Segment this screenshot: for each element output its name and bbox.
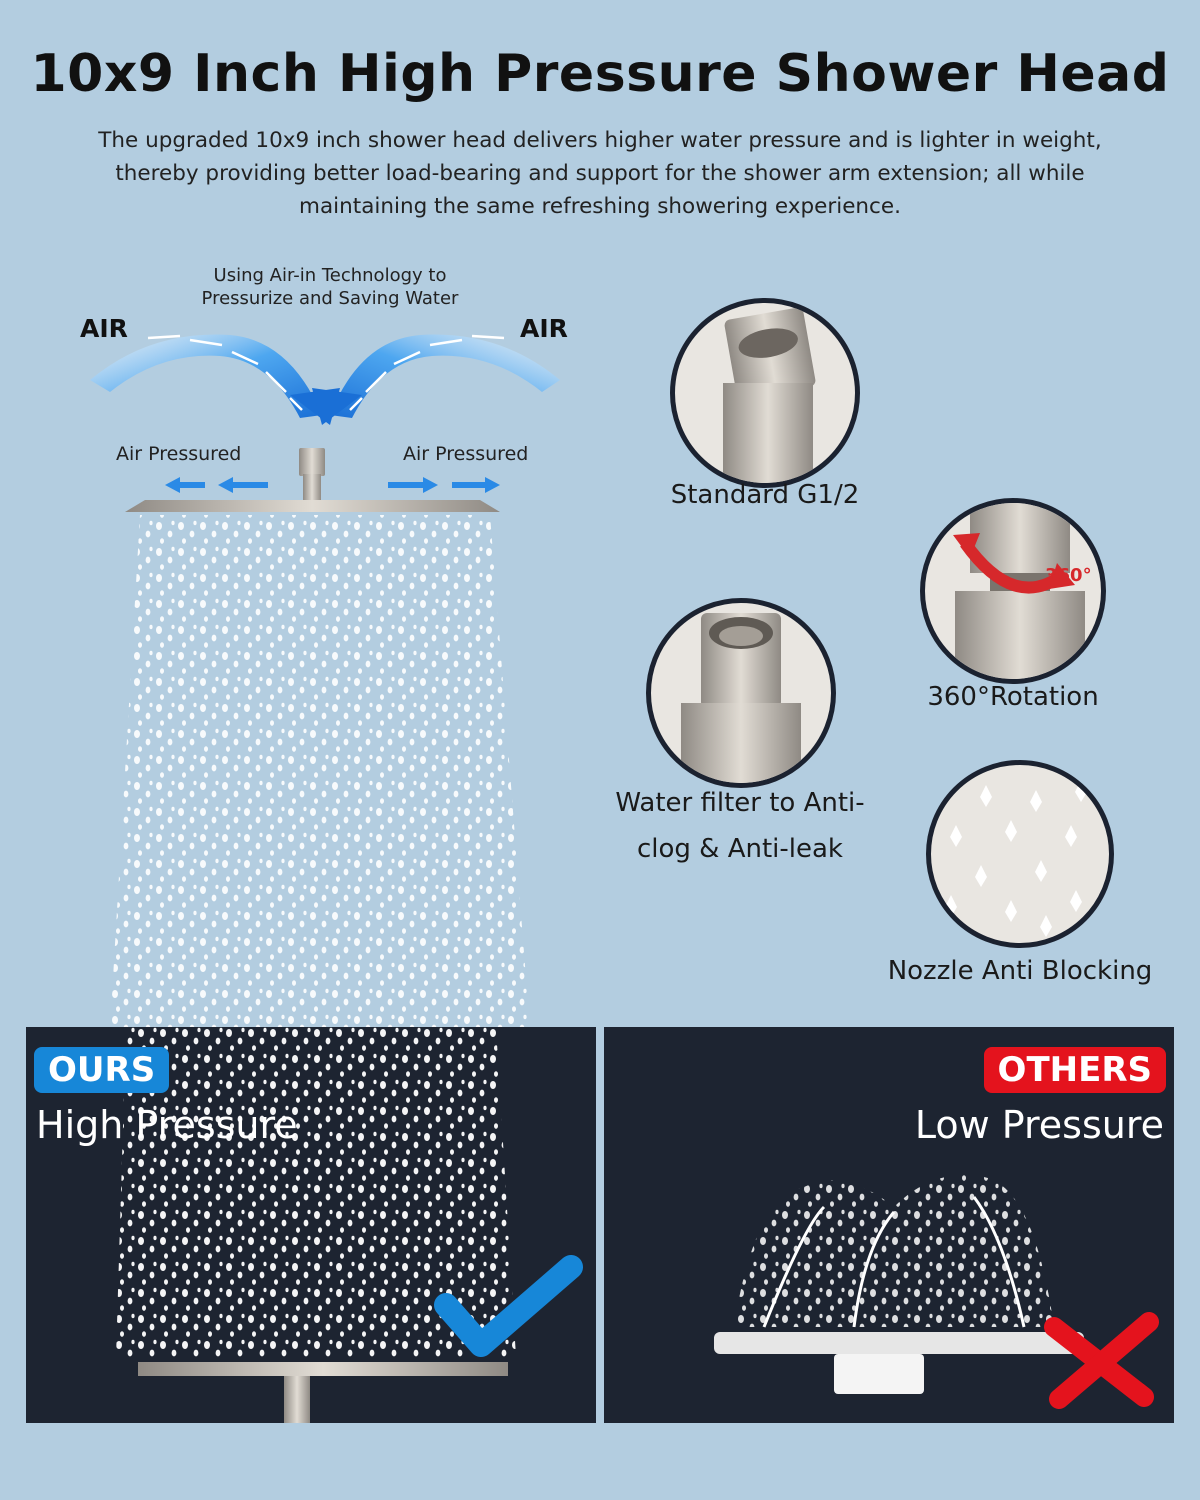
description-line: maintaining the same refreshing showering experience. bbox=[299, 194, 901, 219]
shower-connector-icon bbox=[299, 448, 325, 502]
air-pressured-label-left: Air Pressured bbox=[116, 443, 242, 465]
caption-line: Pressurize and Saving Water bbox=[201, 288, 459, 309]
page-title: 10x9 Inch High Pressure Shower Head bbox=[30, 44, 1170, 104]
water-filter-icon bbox=[651, 603, 831, 783]
air-tech-caption bbox=[170, 264, 490, 310]
water-filter-image bbox=[646, 598, 836, 788]
water-spray-icon bbox=[110, 515, 530, 1030]
comparison-ours-panel bbox=[26, 1027, 596, 1423]
air-label-right: AIR bbox=[520, 314, 568, 343]
high-pressure-label: High Pressure bbox=[36, 1103, 298, 1147]
rotation-image bbox=[920, 498, 1106, 684]
feature-label-filter bbox=[590, 780, 890, 872]
cross-mark-icon bbox=[1054, 1322, 1149, 1399]
description-line: The upgraded 10x9 inch shower head delivers higher water pressure and is lighter in weight, bbox=[98, 128, 1102, 153]
feature-label-nozzle: Nozzle Anti Blocking bbox=[887, 956, 1153, 986]
comparison-others-panel bbox=[604, 1027, 1174, 1423]
air-flow-left-icon bbox=[90, 335, 340, 425]
air-flow-right-icon bbox=[312, 335, 560, 425]
caption-line: Using Air-in Technology to bbox=[213, 265, 447, 286]
air-label-left: AIR bbox=[80, 314, 128, 343]
g12-connector-image bbox=[670, 298, 860, 488]
feature-label-standard: Standard G1/2 bbox=[670, 480, 860, 510]
filter-line: Water filter to Anti- bbox=[615, 788, 865, 818]
air-pressured-label-right: Air Pressured bbox=[403, 443, 529, 465]
feature-label-rotation: 360°Rotation bbox=[927, 682, 1099, 712]
shower-plate-icon bbox=[125, 500, 500, 512]
pressured-arrows-icon bbox=[165, 477, 500, 493]
rotation-icon bbox=[925, 503, 1101, 679]
rotation-badge: 360° bbox=[1045, 565, 1092, 586]
nozzle-icon bbox=[931, 765, 1109, 943]
g12-connector-icon bbox=[675, 303, 855, 483]
filter-line: clog & Anti-leak bbox=[636, 834, 843, 864]
nozzle-image bbox=[926, 760, 1114, 948]
low-pressure-label: Low Pressure bbox=[914, 1103, 1164, 1147]
ours-badge: OURS bbox=[34, 1047, 169, 1093]
others-badge: OTHERS bbox=[984, 1047, 1166, 1093]
description-line: thereby providing better load-bearing and support for the shower arm extension; all while bbox=[115, 161, 1085, 186]
